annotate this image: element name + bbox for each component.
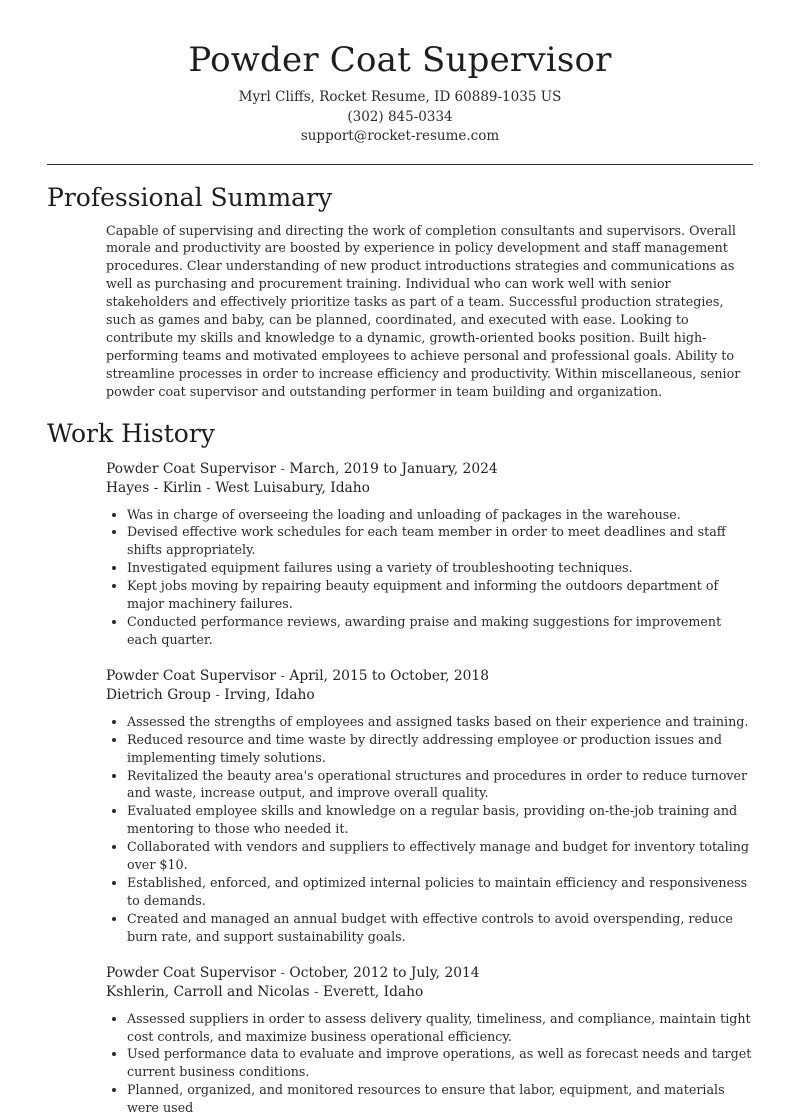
job-title-line [106, 460, 753, 479]
summary-text: Capable of supervising and directing the work of completion consultants and supervisors. Overall morale and productivity are boosted by experience in policy development and staff management procedures. Clear understanding of new product introductions strategies and communications as well as purchasing and procurement training. Individual who can work well with senior stakeholders and effectively prioritize tasks as part of a team. Successful production strategies, such as games and baby, can be planned, coordinated, and executed with ease. Looking to contribute my skills and knowledge to a dynamic, growth-oriented books position. Built high-performing teams and motivated employees to achieve personal and professional goals. Ability to streamline processes in order to increase efficiency and productivity. Within miscellaneous, senior powder coat supervisor and outstanding performer in team building and organization. [106, 222, 741, 399]
job-title: Powder Coat Supervisor [106, 964, 276, 981]
duty-item: • Planned, organized, and monitored resources to ensure that labor, equipment, and materials were used [127, 1081, 753, 1117]
title-date-separator: - [275, 460, 290, 477]
duty-item: • Devised effective work schedules for each team member in order to meet deadlines and staff shifts appropriately. [127, 523, 753, 559]
job-title-line [106, 964, 753, 983]
duties-list [106, 713, 753, 946]
duty-item: • Revitalized the beauty area's operational structures and procedures in order to reduce turnover and waste, increase output, and improve overall quality. [127, 767, 753, 803]
job-entry [106, 964, 753, 1117]
title-date-separator: - [275, 667, 290, 684]
job-dates: March, 2019 to January, 2024 [289, 460, 498, 477]
duty-item: • Investigated equipment failures using a variety of troubleshooting techniques. [127, 559, 753, 577]
job-company-line [106, 479, 753, 498]
duties-list [106, 1010, 753, 1117]
contact-email: support@rocket-resume.com [300, 128, 500, 144]
job-dates: April, 2015 to October, 2018 [289, 667, 489, 684]
job-title: Powder Coat Supervisor [106, 667, 276, 684]
job-entry [106, 460, 753, 649]
candidate-name: Powder Coat Supervisor [188, 40, 612, 80]
job-company-line [106, 686, 753, 705]
job-title-line [106, 667, 753, 686]
duty-item: • Created and managed an annual budget with effective controls to avoid overspending, reduce burn rate, and support sustainability goals. [127, 910, 753, 946]
duty-item: • Used performance data to evaluate and improve operations, as well as forecast needs and target current business conditions. [127, 1045, 753, 1081]
duty-item: • Was in charge of overseeing the loading and unloading of packages in the warehouse. [127, 506, 753, 524]
contact-phone: (302) 845-0334 [347, 108, 453, 125]
job-location: Irving, Idaho [224, 686, 315, 703]
job-company-line [106, 983, 753, 1002]
duty-item: • Reduced resource and time waste by directly addressing employee or production issues and implementing timely solutions. [127, 731, 753, 767]
work-history-list [0, 460, 800, 1117]
duty-item: • Established, enforced, and optimized internal policies to maintain efficiency and responsiveness to demands. [127, 874, 753, 910]
job-title: Powder Coat Supervisor [106, 460, 276, 477]
company-name: Dietrich Group [106, 686, 211, 703]
job-location: Everett, Idaho [323, 983, 424, 1000]
job-location: West Luisabury, Idaho [215, 479, 370, 496]
work-history-heading: Work History [47, 418, 215, 448]
job-dates: October, 2012 to July, 2014 [289, 964, 480, 981]
title-date-separator: - [275, 964, 290, 981]
company-name: Kshlerin, Carroll and Nicolas [106, 983, 310, 1000]
duties-list [106, 506, 753, 649]
duty-item: • Kept jobs moving by repairing beauty equipment and informing the outdoors department of major machinery failures. [127, 577, 753, 613]
summary-heading: Professional Summary [47, 182, 333, 212]
company-location-separator: - [309, 983, 324, 1000]
resume-header [0, 0, 800, 147]
duty-item: • Evaluated employee skills and knowledge on a regular basis, providing on-the-job training and mentoring to those who needed it. [127, 802, 753, 838]
company-location-separator: - [210, 686, 225, 703]
duty-item: • Conducted performance reviews, awarding praise and making suggestions for improvement each quarter. [127, 613, 753, 649]
company-location-separator: - [201, 479, 216, 496]
duty-item: • Collaborated with vendors and suppliers to effectively manage and budget for inventory totaling over $10. [127, 838, 753, 874]
job-entry [106, 667, 753, 946]
duty-item: • Assessed suppliers in order to assess delivery quality, timeliness, and compliance, maintain tight cost controls, and maximize business operational efficiency. [127, 1010, 753, 1046]
duty-item: • Assessed the strengths of employees and assigned tasks based on their experience and training. [127, 713, 753, 731]
header-divider [47, 164, 753, 165]
company-name: Hayes - Kirlin [106, 479, 202, 496]
contact-address: Myrl Cliffs, Rocket Resume, ID 60889-1035 US [238, 89, 562, 105]
